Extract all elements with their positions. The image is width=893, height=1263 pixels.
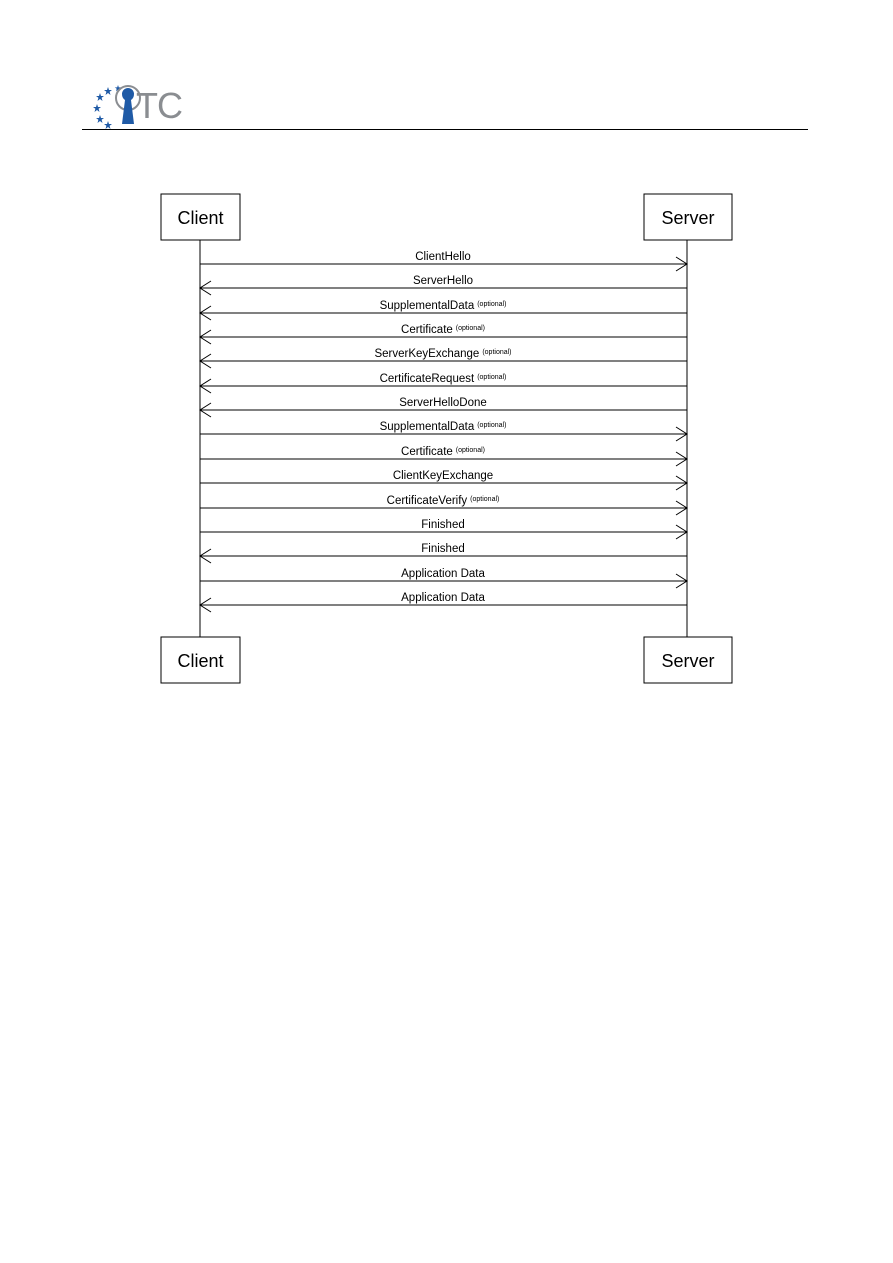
- message-10: [200, 470, 687, 490]
- optional-note: (optional): [455, 447, 485, 454]
- message-label: CertificateVerify $^{(optional)}$: [386, 495, 500, 507]
- message-label: ClientHello: [415, 251, 471, 263]
- message-label: Certificate $^{(optional)}$: [401, 324, 485, 336]
- message-label: CertificateRequest $^{(optional)}$: [379, 373, 507, 385]
- message-label: Application Data: [401, 568, 485, 580]
- message-8: [200, 421, 687, 441]
- message-12: [200, 519, 687, 539]
- message-14: [200, 568, 687, 588]
- message-label: Certificate $^{(optional)}$: [401, 446, 485, 458]
- message-label: Application Data: [401, 592, 485, 604]
- message-arrows: [200, 251, 687, 612]
- message-label: SupplementalData $^{(optional)}$: [379, 421, 507, 433]
- message-13: [200, 543, 687, 563]
- message-label: ClientKeyExchange: [392, 470, 494, 482]
- optional-note: (optional): [477, 422, 507, 429]
- optional-note: (optional): [470, 496, 500, 503]
- optional-note: (optional): [477, 374, 507, 381]
- message-9: [200, 446, 687, 466]
- message-label: Finished: [421, 543, 465, 555]
- message-label: SupplementalData $^{(optional)}$: [379, 300, 507, 312]
- message-11: [200, 495, 687, 515]
- client-label-top: Client: [177, 208, 224, 228]
- message-5: [200, 348, 687, 368]
- message-6: [200, 373, 687, 393]
- message-7: [200, 397, 687, 417]
- message-3: [200, 300, 687, 320]
- message-label: ServerHelloDone: [399, 397, 487, 409]
- server-label-bottom: Server: [661, 651, 715, 671]
- message-1: [200, 251, 687, 271]
- message-2: [200, 275, 687, 295]
- message-label: Finished: [421, 519, 465, 531]
- message-4: [200, 324, 687, 344]
- logo-text: TC: [136, 85, 182, 126]
- optional-note: (optional): [477, 301, 507, 308]
- client-label-bottom: Client: [177, 651, 224, 671]
- server-label-top: Server: [661, 208, 715, 228]
- message-15: [200, 592, 687, 612]
- optional-note: (optional): [482, 349, 512, 356]
- message-label: ServerKeyExchange $^{(optional)}$: [374, 348, 512, 360]
- optional-note: (optional): [455, 325, 485, 332]
- message-label: ServerHello: [412, 275, 474, 287]
